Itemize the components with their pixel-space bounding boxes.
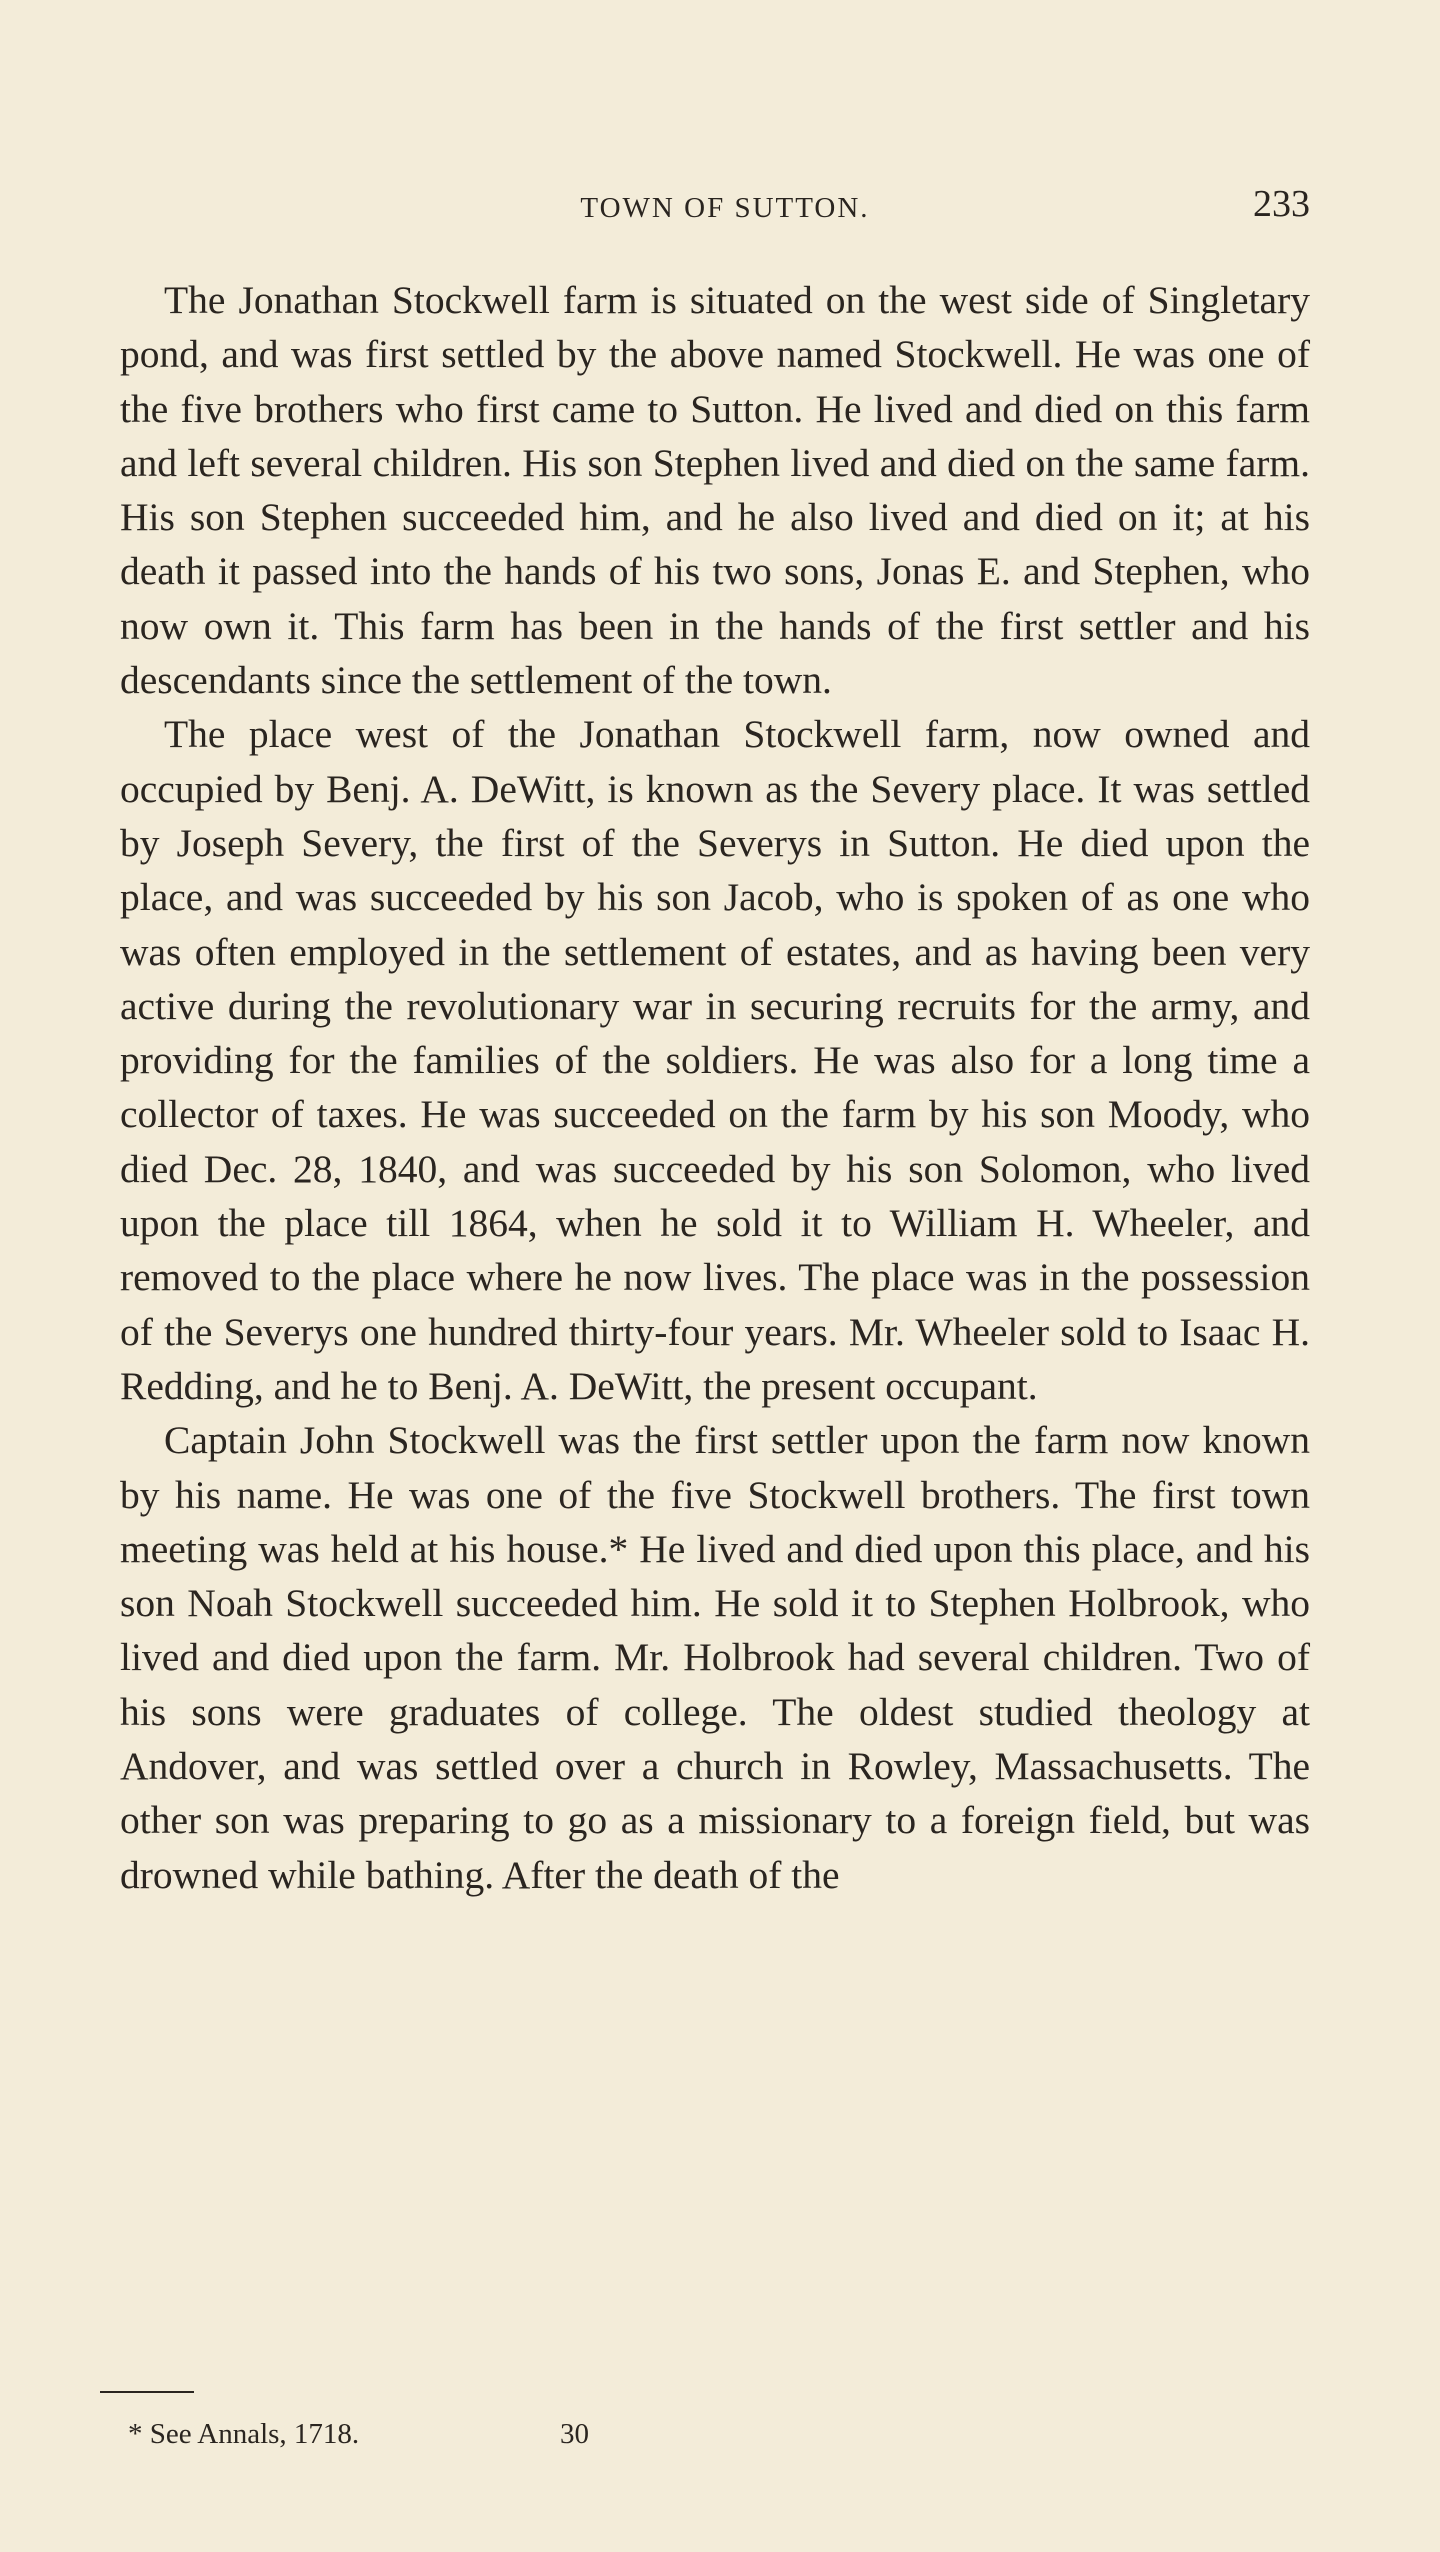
signature-mark: 30 [560, 2418, 589, 2450]
paragraph-stockwell-farm: The Jonathan Stockwell farm is situated on the west side of Singletary pond, and was first settled by the above named Stockwell. He was one of the five brothers who first came to Sutton. He lived and died on this farm and left several children. His son Stephen lived and died on the same farm. His son Stephen succeeded him, and he also lived and died on it; at his death it passed into the hands of his two sons, Jonas E. and Stephen, who now own it. This farm has been in the hands of the first settler and his descendants since the settlement of the town. [120, 278, 1310, 703]
paragraph-captain-john-stockwell: Captain John Stockwell was the first settler upon the farm now known by his name. He was one of the five Stockwell brothers. The first town meeting was held at his house.* He lived and died upon this place, and his son Noah Stockwell succeeded him. He sold it to Stephen Holbrook, who lived and died upon the farm. Mr. Holbrook had several children. Two of his sons were graduates of college. The oldest studied theology at Andover, and was settled over a church in Rowley, Massachusetts. The other son was preparing to go as a missionary to a foreign field, but was drowned while bathing. After the death of the [120, 1418, 1310, 1897]
footnote-rule [100, 2391, 194, 2393]
paragraph-severy-place: The place west of the Jonathan Stockwell farm, now owned and occupied by Benj. A. DeWitt, is known as the Severy place. It was settled by Joseph Severy, the first of the Severys in Sutton. He died upon the place, and was succeeded by his son Jacob, who is spoken of as one who was often employed in the settlement of estates, and as having been very active during the revolutionary war in securing recruits for the army, and providing for the families of the soldiers. He was also for a long time a collector of taxes. He was succeeded on the farm by his son Moody, who died Dec. 28, 1840, and was succeeded by his son Solomon, who lived upon the place till 1864, when he sold it to William H. Wheeler, and removed to the place where he now lives. The place was in the possession of the Severys one hundred thirty-four years. Mr. Wheeler sold to Isaac H. Redding, and he to Benj. A. DeWitt, the present occupant. [120, 712, 1310, 1408]
body-text [120, 273, 1310, 1902]
running-title: TOWN OF SUTTON. [580, 192, 870, 224]
page-number: 233 [1253, 183, 1310, 225]
footnote: * See Annals, 1718. [128, 2418, 360, 2450]
page-header [120, 178, 1310, 238]
